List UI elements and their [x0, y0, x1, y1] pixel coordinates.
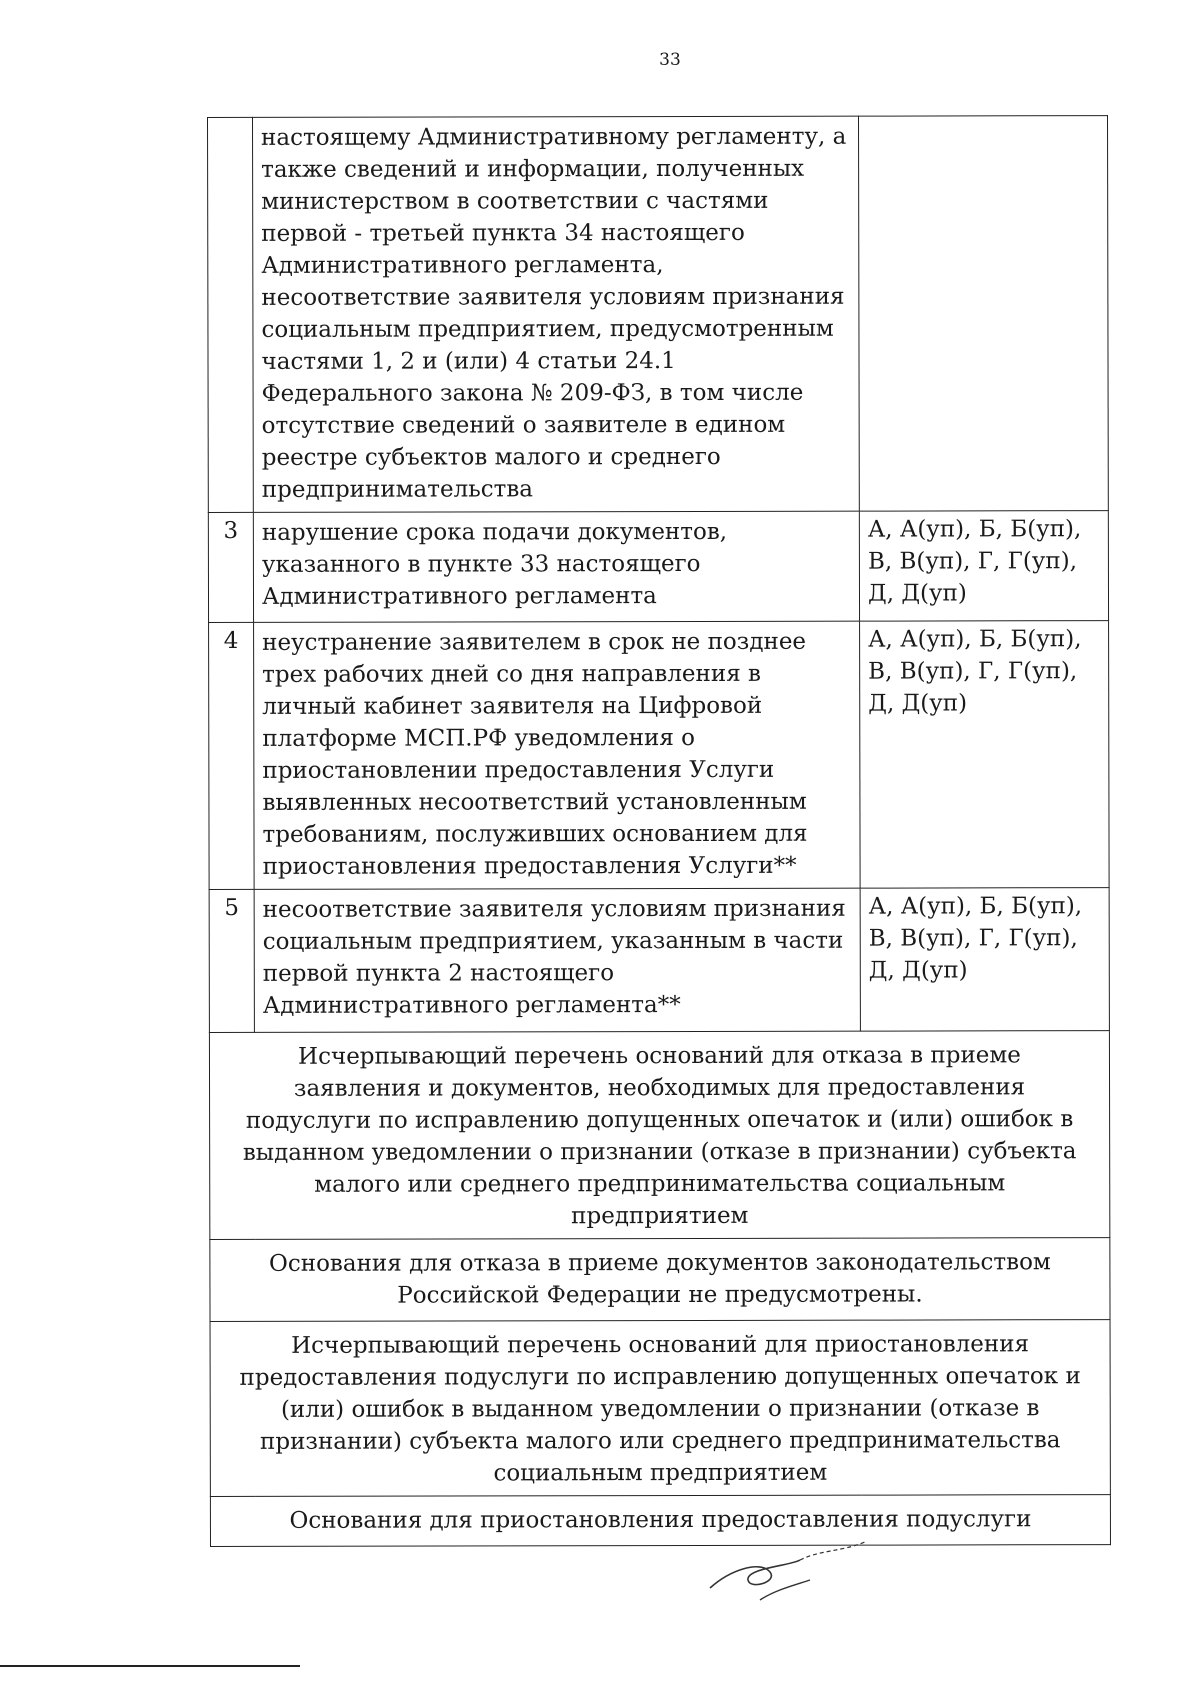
row-number: 4: [209, 622, 255, 889]
table-row: [209, 888, 1109, 1033]
row-description: неустранение заявителем в срок не позднее трех рабочих дней со дня направления в личный кабинет заявителя на Цифровой платформе МСП.РФ уведомления о приостановлении предоставления Услуги выявленных несоответствий установленным требованиям, послуживших основанием для приостановления предоставления Услуги**: [254, 621, 861, 889]
section-row: [210, 1238, 1110, 1322]
section-row: [210, 1495, 1110, 1547]
row-description: настоящему Административному регламенту, а также сведений и информации, полученных министерством в соответствии с частями первой - третьей пункта 34 настоящего Административного регламента, несоответствие заявителя условиям признания социальным предприятием, предусмотренным частями 1, 2 и (или) 4 статьи 24.1 Федерального закона № 209-ФЗ, в том числе отсутствие сведений о заявителе в едином реестре субъектов малого и среднего предпринимательства: [253, 116, 860, 512]
refusal-section-text: Основания для отказа в приеме документов законодательством Российской Федерации не предусмотрены.: [210, 1238, 1110, 1322]
row-number: 5: [209, 889, 254, 1032]
table-row: [208, 511, 1108, 623]
signature: [700, 1530, 880, 1610]
table-row: [208, 116, 1109, 513]
section-row: [210, 1320, 1110, 1497]
row-number: [208, 117, 254, 512]
footnote-separator: [0, 1665, 300, 1667]
table-row: [209, 621, 1110, 890]
row-description: несоответствие заявителя условиям признания социальным предприятием, указанным в части первой пункта 2 настоящего Административного регламента**: [254, 888, 860, 1032]
page-number: 33: [659, 50, 681, 70]
row-codes: [858, 116, 1108, 512]
row-codes: А, А(уп), Б, Б(уп), В, В(уп), Г, Г(уп), Д, Д(уп): [860, 621, 1110, 889]
row-codes: А, А(уп), Б, Б(уп), В, В(уп), Г, Г(уп), Д, Д(уп): [859, 511, 1108, 622]
section-row: [209, 1031, 1109, 1240]
row-codes: А, А(уп), Б, Б(уп), В, В(уп), Г, Г(уп), Д, Д(уп): [860, 888, 1109, 1032]
suspension-section-heading: Исчерпывающий перечень оснований для приостановления предоставления подуслуги по исправлению допущенных опечаток и (или) ошибок в выданном уведомлении о признании (отказе в признании) субъекта малого или среднего предпринимательства социальным предприятием: [210, 1320, 1110, 1497]
grounds-table: [207, 115, 1111, 1547]
row-description: нарушение срока подачи документов, указанного в пункте 33 настоящего Административного регламента: [253, 511, 859, 622]
refusal-section-heading: Исчерпывающий перечень оснований для отказа в приеме заявления и документов, необходимых для предоставления подуслуги по исправлению допущенных опечаток и (или) ошибок в выданном уведомлении о признании (отказе в признании) субъекта малого или среднего предпринимательства социальным предприятием: [209, 1031, 1109, 1240]
row-number: 3: [208, 512, 253, 622]
suspension-section-text: Основания для приостановления предоставления подуслуги: [210, 1495, 1110, 1547]
